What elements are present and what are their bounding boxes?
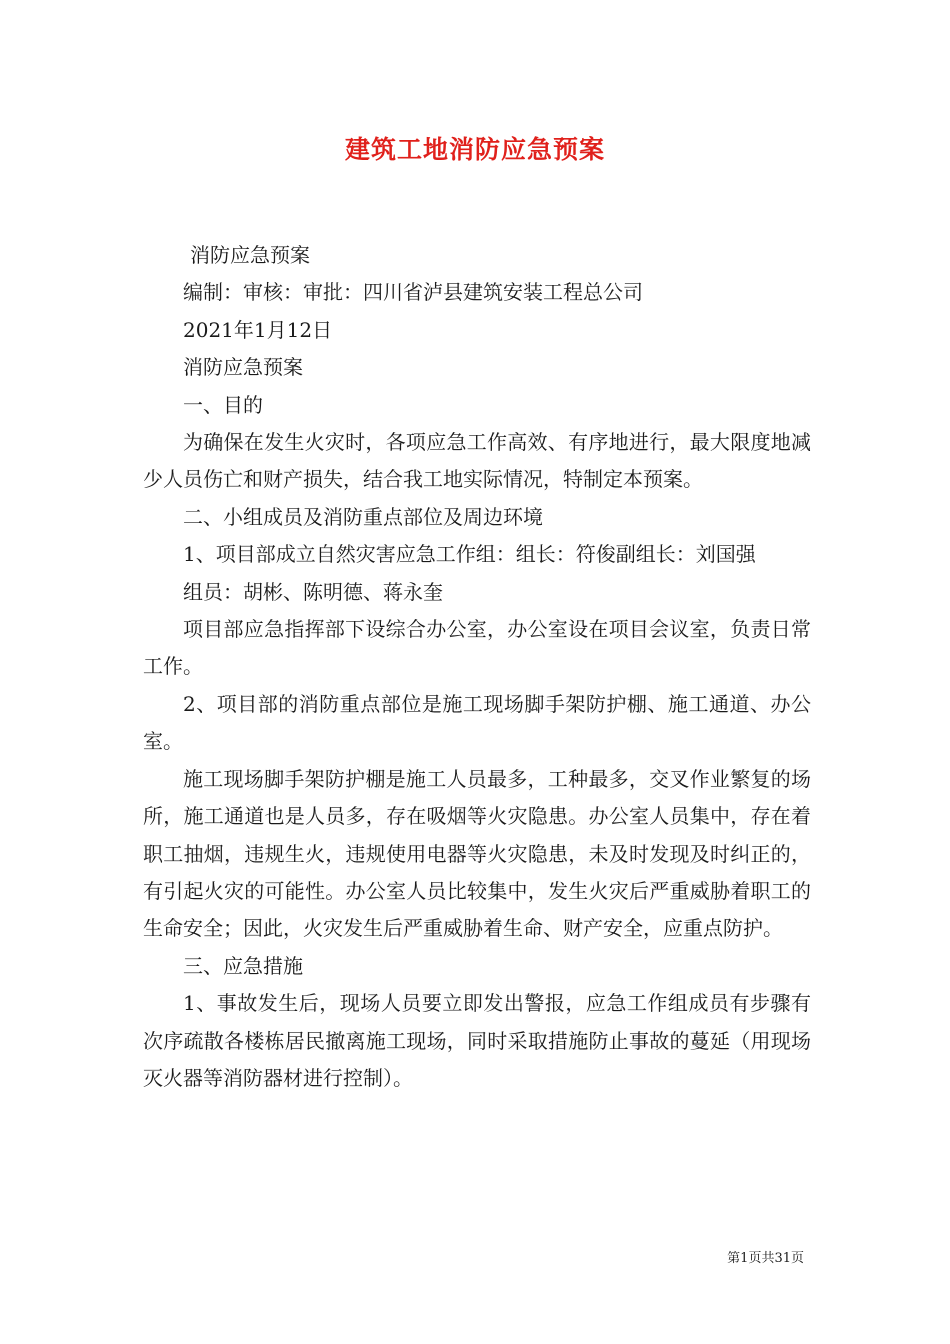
section-heading: 一、目的 xyxy=(183,392,263,417)
paragraph: 1、事故发生后，现场人员要立即发出警报，应急工作组成员有步骤有次序疏散各楼栋居民撤离施工现场，同时采取措施防止事故的蔓延（用现场灭火器等消防器材进行控制）。 xyxy=(143,991,811,1090)
paragraph: 消防应急预案 xyxy=(183,355,303,380)
paragraph: 消防应急预案 xyxy=(190,243,310,267)
document-title: 建筑工地消防应急预案 xyxy=(344,135,605,164)
paragraph: 为确保在发生火灾时，各项应急工作高效、有序地进行，最大限度地减少人员伤亡和财产损失，结合我工地实际情况，特制定本预案。 xyxy=(143,430,811,492)
page-number: 第1页共31页 xyxy=(727,1251,804,1266)
document-body xyxy=(143,237,811,1097)
section-heading: 三、应急措施 xyxy=(183,953,303,978)
paragraph: 2021年1月12日 xyxy=(183,317,333,342)
paragraph: 2、项目部的消防重点部位是施工现场脚手架防护棚、施工通道、办公室。 xyxy=(143,691,811,754)
paragraph: 项目部应急指挥部下设综合办公室，办公室设在项目会议室，负责日常工作。 xyxy=(143,617,811,679)
section-heading: 二、小组成员及消防重点部位及周边环境 xyxy=(183,504,543,529)
paragraph: 施工现场脚手架防护棚是施工人员最多，工种最多，交叉作业繁复的场所，施工通道也是人员多，存在吸烟等火灾隐患。办公室人员集中，存在着职工抽烟，违规生火，违规使用电器等火灾隐患，未及时发现及时纠正的，有引起火灾的可能性。办公室人员比较集中，发生火灾后严重威胁着职工的生命安全；因此，火灾发生后严重威胁着生命、财产安全，应重点防护。 xyxy=(143,766,811,941)
paragraph: 1、项目部成立自然灾害应急工作组：组长：符俊副组长：刘国强 xyxy=(183,542,756,567)
paragraph: 组员：胡彬、陈明德、蒋永奎 xyxy=(183,579,443,604)
paragraph: 编制：审核：审批：四川省泸县建筑安装工程总公司 xyxy=(183,280,643,305)
